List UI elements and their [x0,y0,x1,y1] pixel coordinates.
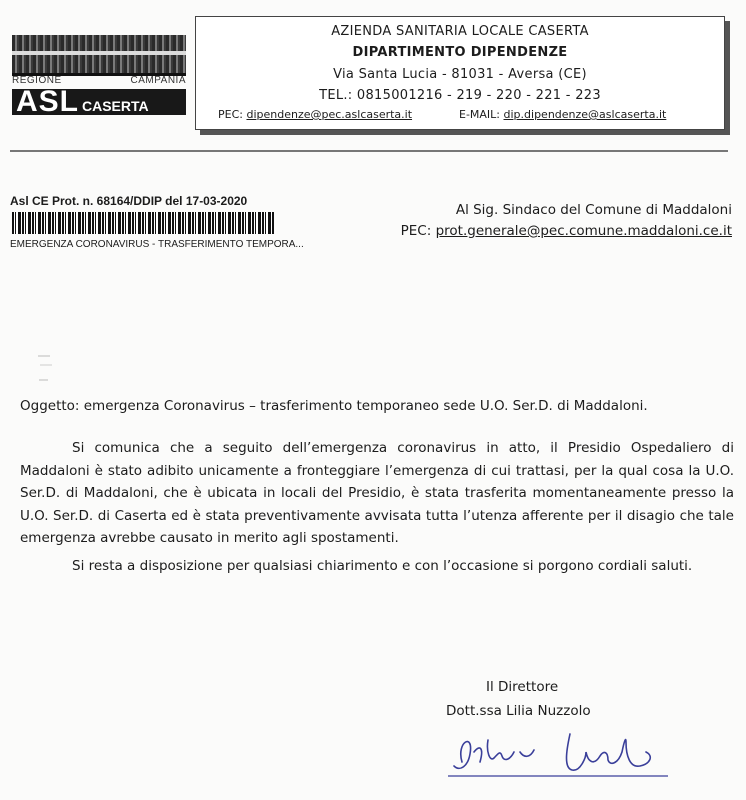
azienda-name: AZIENDA SANITARIA LOCALE CASERTA [331,24,589,39]
body-paragraph-2: Si resta a disposizione per qualsiasi chiarimento e con l’occasione si porgono cordiali saluti. [72,558,693,574]
logo-band [12,85,186,118]
logo-asl-text: ASL [16,85,79,118]
logo-region-left: REGIONE [12,75,62,86]
signature-name: Dott.ssa Lilia Nuzzolo [446,703,591,719]
logo-building-image [12,35,186,76]
header-separator [10,150,728,152]
header-email [459,108,666,121]
header-email-link[interactable]: dip.dipendenze@aslcaserta.it [503,108,667,121]
header-pec-link[interactable]: dipendenze@pec.aslcaserta.it [246,108,413,121]
protocol-subject: EMERGENZA CORONAVIRUS - TRASFERIMENTO TEMPORA... [10,239,304,250]
handwritten-signature [440,722,680,782]
address-line: Via Santa Lucia - 81031 - Aversa (CE) [333,67,587,82]
logo-caserta-text: CASERTA [82,98,149,114]
header-pec-label: PEC: [218,108,247,121]
recipient-pec-link[interactable]: prot.generale@pec.comune.maddaloni.ce.it [435,223,732,239]
dipartimento-name: DIPARTIMENTO DIPENDENZE [352,45,568,60]
recipient-line: Al Sig. Sindaco del Comune di Maddaloni [455,202,732,218]
asl-caserta-logo [10,35,188,118]
protocol-label: Asl CE Prot. n. 68164/DDIP del 17-03-2020 [10,194,248,208]
recipient-pec-label: PEC: [400,223,436,239]
signature-role: Il Direttore [486,679,559,695]
protocol-barcode [12,212,274,234]
logo-region-right: CAMPANIA [130,75,186,86]
body-paragraph-1: Si comunica che a seguito dell’emergenza coronavirus in atto, il Presidio Ospedaliero di Maddaloni è stato adibito unicamente a fronteggiare l’emergenza di cui trattasi, per la qual cosa la U.O. Ser.D. di Maddaloni, che è ubicata in locali del Presidio, è stata trasferita momentaneamente presso la U.O. Ser.D. di Caserta ed è stata preventivamente avvisata tutta l’utenza afferente per il disagio che tale emergenza avrebbe causato in merito agli spostamenti. [20,440,734,546]
subject-line: Oggetto: emergenza Coronavirus – trasferimento temporaneo sede U.O. Ser.D. di Maddaloni. [20,398,648,414]
letterhead-box [195,16,725,130]
recipient-block [372,200,732,242]
scan-specks [36,350,56,390]
header-email-label: E-MAIL: [459,108,504,121]
recipient-pec [372,221,732,242]
header-pec [218,108,412,121]
phone-line: TEL.: 0815001216 - 219 - 220 - 221 - 223 [319,88,601,103]
